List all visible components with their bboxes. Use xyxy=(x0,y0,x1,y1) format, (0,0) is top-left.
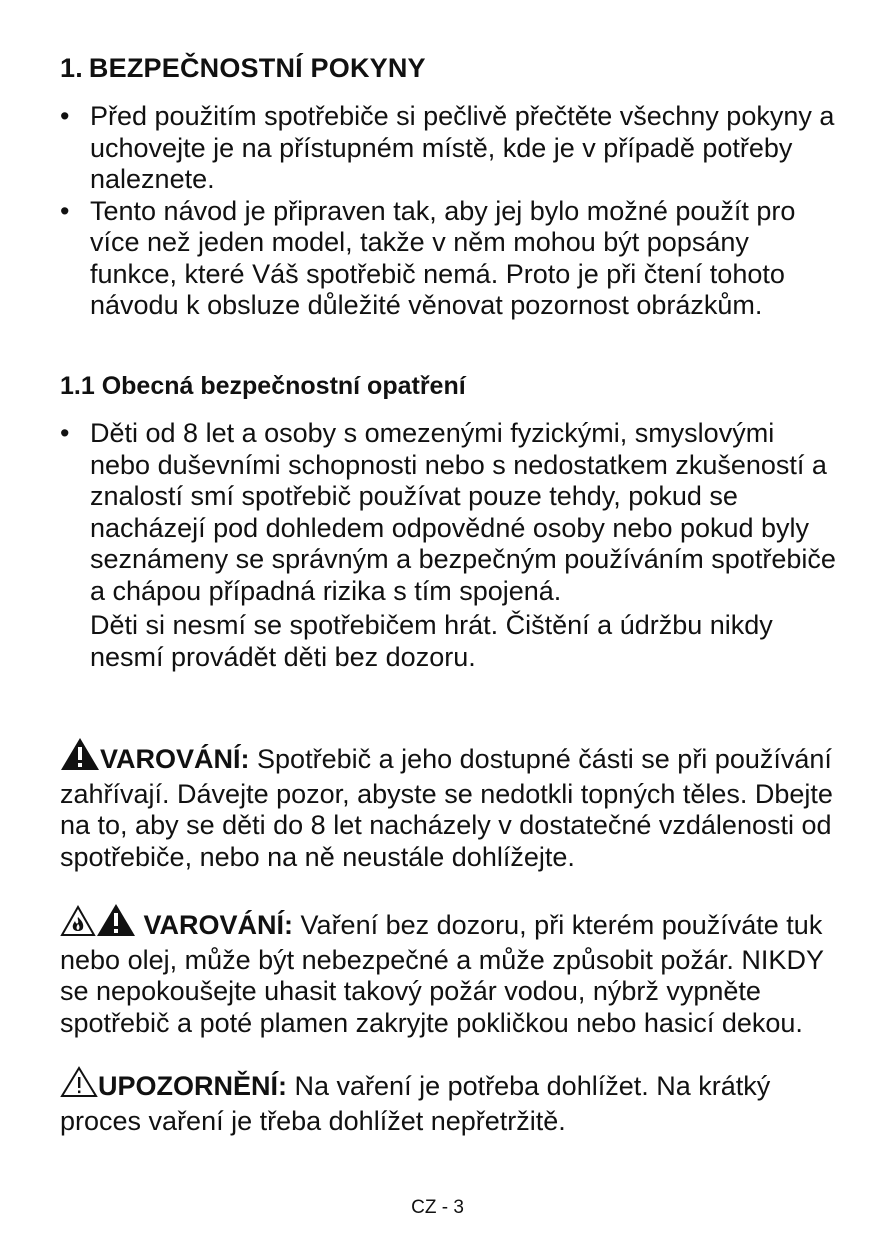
intro-bullet-text: Tento návod je připraven tak, aby jej bylo možné použít pro více než jeden model, takže v něm mohou být popsány funkce, které Váš spotřebič nemá. Proto je při čtení tohoto návodu k obsluze důležité věnovat pozornost obrázkům. xyxy=(90,195,796,320)
list-item xyxy=(60,101,840,196)
warning-triangle-icon xyxy=(96,903,136,945)
list-item xyxy=(60,196,840,322)
section-heading xyxy=(60,52,426,84)
section-title: BEZPEČNOSTNÍ POKYNY xyxy=(88,53,426,83)
bullet-icon: • xyxy=(60,101,70,131)
subsection-title: Obecná bezpečnostní opatření xyxy=(101,372,466,400)
page-number: CZ - 3 xyxy=(411,1197,464,1218)
caution-label: UPOZORNĚNÍ: xyxy=(98,1071,287,1101)
caution-outline-icon xyxy=(60,1066,98,1106)
warning-text: Spotřebič a jeho dostupné části se při používání zahřívají. Dávejte pozor, abyste se nedotkli topných těles. Dbejte na to, aby se děti do 8 let nacházely v dostatečné vzdálenosti od spotřebiče, nebo na ně neustále dohlížejte. xyxy=(60,744,833,872)
fire-hazard-icon xyxy=(60,905,96,945)
warning-triangle-icon xyxy=(60,737,100,779)
general-bullet-list xyxy=(60,418,840,673)
intro-bullet-text: Před použitím spotřebiče si pečlivě přečtěte všechny pokyny a uchovejte je na přístupném místě, kde je v případě potřeby naleznete. xyxy=(90,101,835,194)
warning-block-fire xyxy=(60,903,850,1039)
bullet-icon: • xyxy=(60,418,70,448)
general-bullet-paragraph-2: Děti si nesmí se spotřebičem hrát. Čištění a údržbu nikdy nesmí provádět děti bez dozoru. xyxy=(90,610,773,672)
general-bullet-paragraph-1: Děti od 8 let a osoby s omezenými fyzickými, smyslovými nebo duševními schopnosti nebo s nedostatkem zkušeností a znalostí smí spotřebič používat pouze tehdy, pokud se nacházejí pod dohledem odpovědné osoby nebo pokud byly seznámeny se správným a bezpečným používáním spotřebiče a chápou případná rizika s tím spojená. xyxy=(90,418,836,606)
warning-label: VAROVÁNÍ: xyxy=(143,910,294,940)
bullet-icon: • xyxy=(60,195,70,226)
subsection-heading xyxy=(60,370,466,402)
warning-text: Vaření bez dozoru, při kterém používáte tuk nebo olej, může být nebezpečné a může způsobit požár. NIKDY se nepokoušejte uhasit takový požár vodou, nýbrž vypněte spotřebič a poté plamen zakryjte pokličkou nebo hasicí dekou. xyxy=(60,910,824,1038)
section-number: 1. xyxy=(60,53,83,83)
list-item xyxy=(60,418,840,673)
warning-block-heat xyxy=(60,737,850,873)
intro-bullet-list xyxy=(60,101,840,322)
caution-block xyxy=(60,1066,850,1137)
subsection-number: 1.1 xyxy=(60,372,95,400)
warning-label: VAROVÁNÍ: xyxy=(100,744,250,774)
caution-text: Na vaření je potřeba dohlížet. Na krátký proces vaření je třeba dohlížet nepřetržitě. xyxy=(60,1071,771,1136)
